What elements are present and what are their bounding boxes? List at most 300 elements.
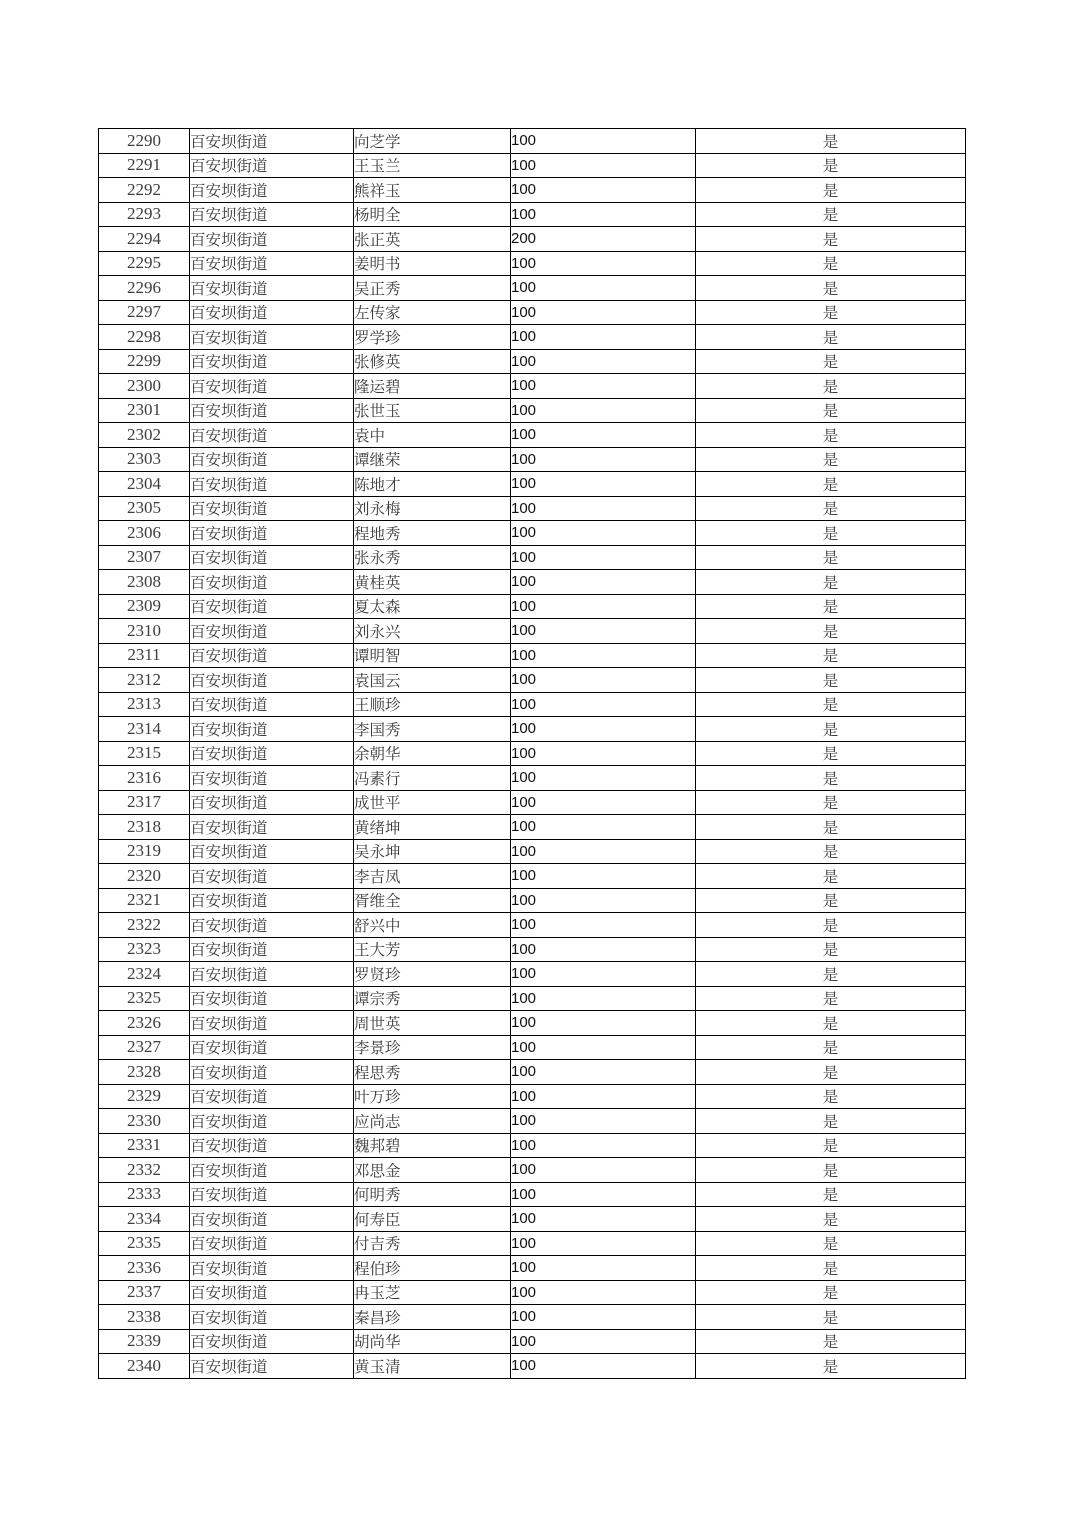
confirmed-cell: 是	[696, 594, 966, 619]
table-row	[99, 472, 966, 497]
confirmed-cell: 是	[696, 937, 966, 962]
street-cell: 百安坝街道	[190, 913, 354, 938]
street-cell: 百安坝街道	[190, 1256, 354, 1281]
confirmed-cell: 是	[696, 913, 966, 938]
confirmed-cell: 是	[696, 1035, 966, 1060]
confirmed-cell: 是	[696, 349, 966, 374]
name-cell: 黄玉清	[354, 1354, 511, 1379]
table-row	[99, 496, 966, 521]
table-row	[99, 545, 966, 570]
table-row	[99, 913, 966, 938]
table-row	[99, 1256, 966, 1281]
street-cell: 百安坝街道	[190, 619, 354, 644]
table-row	[99, 570, 966, 595]
name-cell: 夏太森	[354, 594, 511, 619]
serial-cell: 2321	[99, 888, 190, 913]
table-row	[99, 594, 966, 619]
table-row	[99, 1329, 966, 1354]
street-cell: 百安坝街道	[190, 570, 354, 595]
street-cell: 百安坝街道	[190, 374, 354, 399]
street-cell: 百安坝街道	[190, 1207, 354, 1232]
confirmed-cell: 是	[696, 276, 966, 301]
street-cell: 百安坝街道	[190, 864, 354, 889]
serial-cell: 2300	[99, 374, 190, 399]
table-row	[99, 1305, 966, 1330]
serial-cell: 2333	[99, 1182, 190, 1207]
name-cell: 余朝华	[354, 741, 511, 766]
amount-cell: 100	[511, 741, 696, 766]
confirmed-cell: 是	[696, 570, 966, 595]
street-cell: 百安坝街道	[190, 766, 354, 791]
table-row	[99, 643, 966, 668]
table-row	[99, 1133, 966, 1158]
name-cell: 李吉凤	[354, 864, 511, 889]
table-row	[99, 251, 966, 276]
amount-cell: 100	[511, 545, 696, 570]
serial-cell: 2308	[99, 570, 190, 595]
table-row	[99, 668, 966, 693]
name-cell: 袁国云	[354, 668, 511, 693]
confirmed-cell: 是	[696, 1305, 966, 1330]
amount-cell: 100	[511, 1256, 696, 1281]
amount-cell: 100	[511, 1207, 696, 1232]
serial-cell: 2329	[99, 1084, 190, 1109]
amount-cell: 100	[511, 325, 696, 350]
confirmed-cell: 是	[696, 1207, 966, 1232]
table-row	[99, 815, 966, 840]
table-row	[99, 129, 966, 154]
name-cell: 张修英	[354, 349, 511, 374]
table-row	[99, 888, 966, 913]
amount-cell: 100	[511, 594, 696, 619]
confirmed-cell: 是	[696, 1182, 966, 1207]
serial-cell: 2311	[99, 643, 190, 668]
serial-cell: 2324	[99, 962, 190, 987]
confirmed-cell: 是	[696, 178, 966, 203]
confirmed-cell: 是	[696, 790, 966, 815]
serial-cell: 2305	[99, 496, 190, 521]
serial-cell: 2328	[99, 1060, 190, 1085]
confirmed-cell: 是	[696, 1109, 966, 1134]
confirmed-cell: 是	[696, 717, 966, 742]
street-cell: 百安坝街道	[190, 1329, 354, 1354]
serial-cell: 2315	[99, 741, 190, 766]
table-row	[99, 153, 966, 178]
table-row	[99, 1231, 966, 1256]
name-cell: 刘永梅	[354, 496, 511, 521]
amount-cell: 100	[511, 300, 696, 325]
name-cell: 黄桂英	[354, 570, 511, 595]
amount-cell: 100	[511, 1158, 696, 1183]
confirmed-cell: 是	[696, 1060, 966, 1085]
table-row	[99, 1158, 966, 1183]
name-cell: 姜明书	[354, 251, 511, 276]
amount-cell: 100	[511, 153, 696, 178]
street-cell: 百安坝街道	[190, 1182, 354, 1207]
street-cell: 百安坝街道	[190, 790, 354, 815]
serial-cell: 2297	[99, 300, 190, 325]
name-cell: 隆运碧	[354, 374, 511, 399]
serial-cell: 2319	[99, 839, 190, 864]
table-row	[99, 864, 966, 889]
street-cell: 百安坝街道	[190, 300, 354, 325]
serial-cell: 2292	[99, 178, 190, 203]
table-row	[99, 962, 966, 987]
confirmed-cell: 是	[696, 227, 966, 252]
serial-cell: 2339	[99, 1329, 190, 1354]
table-row	[99, 423, 966, 448]
serial-cell: 2302	[99, 423, 190, 448]
confirmed-cell: 是	[696, 1084, 966, 1109]
confirmed-cell: 是	[696, 202, 966, 227]
serial-cell: 2326	[99, 1011, 190, 1036]
serial-cell: 2290	[99, 129, 190, 154]
street-cell: 百安坝街道	[190, 1231, 354, 1256]
serial-cell: 2316	[99, 766, 190, 791]
street-cell: 百安坝街道	[190, 1011, 354, 1036]
name-cell: 应尚志	[354, 1109, 511, 1134]
street-cell: 百安坝街道	[190, 717, 354, 742]
street-cell: 百安坝街道	[190, 937, 354, 962]
table-row	[99, 349, 966, 374]
confirmed-cell: 是	[696, 374, 966, 399]
amount-cell: 100	[511, 1133, 696, 1158]
amount-cell: 100	[511, 1035, 696, 1060]
serial-cell: 2331	[99, 1133, 190, 1158]
name-cell: 吴正秀	[354, 276, 511, 301]
table-row	[99, 692, 966, 717]
amount-cell: 100	[511, 1329, 696, 1354]
street-cell: 百安坝街道	[190, 1280, 354, 1305]
street-cell: 百安坝街道	[190, 1035, 354, 1060]
confirmed-cell: 是	[696, 962, 966, 987]
street-cell: 百安坝街道	[190, 1158, 354, 1183]
table-row	[99, 1207, 966, 1232]
name-cell: 刘永兴	[354, 619, 511, 644]
amount-cell: 100	[511, 790, 696, 815]
confirmed-cell: 是	[696, 839, 966, 864]
name-cell: 冯素行	[354, 766, 511, 791]
name-cell: 胡尚华	[354, 1329, 511, 1354]
serial-cell: 2327	[99, 1035, 190, 1060]
confirmed-cell: 是	[696, 447, 966, 472]
street-cell: 百安坝街道	[190, 1354, 354, 1379]
confirmed-cell: 是	[696, 1354, 966, 1379]
street-cell: 百安坝街道	[190, 447, 354, 472]
street-cell: 百安坝街道	[190, 472, 354, 497]
street-cell: 百安坝街道	[190, 815, 354, 840]
name-cell: 陈地才	[354, 472, 511, 497]
serial-cell: 2334	[99, 1207, 190, 1232]
street-cell: 百安坝街道	[190, 398, 354, 423]
table-row	[99, 447, 966, 472]
amount-cell: 100	[511, 1011, 696, 1036]
serial-cell: 2309	[99, 594, 190, 619]
name-cell: 黄绪坤	[354, 815, 511, 840]
table-row	[99, 839, 966, 864]
street-cell: 百安坝街道	[190, 986, 354, 1011]
table-row	[99, 717, 966, 742]
table-row	[99, 202, 966, 227]
table-row	[99, 766, 966, 791]
amount-cell: 100	[511, 1109, 696, 1134]
serial-cell: 2313	[99, 692, 190, 717]
serial-cell: 2323	[99, 937, 190, 962]
confirmed-cell: 是	[696, 496, 966, 521]
name-cell: 谭明智	[354, 643, 511, 668]
serial-cell: 2320	[99, 864, 190, 889]
name-cell: 魏邦碧	[354, 1133, 511, 1158]
amount-cell: 100	[511, 349, 696, 374]
name-cell: 王顺珍	[354, 692, 511, 717]
street-cell: 百安坝街道	[190, 1060, 354, 1085]
name-cell: 李国秀	[354, 717, 511, 742]
street-cell: 百安坝街道	[190, 1133, 354, 1158]
table-row	[99, 276, 966, 301]
amount-cell: 100	[511, 643, 696, 668]
amount-cell: 100	[511, 1182, 696, 1207]
serial-cell: 2314	[99, 717, 190, 742]
confirmed-cell: 是	[696, 1158, 966, 1183]
amount-cell: 200	[511, 227, 696, 252]
street-cell: 百安坝街道	[190, 1084, 354, 1109]
table-row	[99, 619, 966, 644]
street-cell: 百安坝街道	[190, 325, 354, 350]
name-cell: 吴永坤	[354, 839, 511, 864]
confirmed-cell: 是	[696, 864, 966, 889]
amount-cell: 100	[511, 668, 696, 693]
confirmed-cell: 是	[696, 1011, 966, 1036]
table-row	[99, 374, 966, 399]
name-cell: 向芝学	[354, 129, 511, 154]
street-cell: 百安坝街道	[190, 202, 354, 227]
name-cell: 何寿臣	[354, 1207, 511, 1232]
name-cell: 程地秀	[354, 521, 511, 546]
table-row	[99, 227, 966, 252]
street-cell: 百安坝街道	[190, 153, 354, 178]
amount-cell: 100	[511, 619, 696, 644]
amount-cell: 100	[511, 692, 696, 717]
street-cell: 百安坝街道	[190, 227, 354, 252]
street-cell: 百安坝街道	[190, 643, 354, 668]
street-cell: 百安坝街道	[190, 496, 354, 521]
street-cell: 百安坝街道	[190, 668, 354, 693]
confirmed-cell: 是	[696, 1280, 966, 1305]
name-cell: 成世平	[354, 790, 511, 815]
table-row	[99, 986, 966, 1011]
confirmed-cell: 是	[696, 986, 966, 1011]
table-row	[99, 1035, 966, 1060]
street-cell: 百安坝街道	[190, 423, 354, 448]
amount-cell: 100	[511, 472, 696, 497]
confirmed-cell: 是	[696, 153, 966, 178]
amount-cell: 100	[511, 276, 696, 301]
serial-cell: 2332	[99, 1158, 190, 1183]
table-row	[99, 741, 966, 766]
name-cell: 王玉兰	[354, 153, 511, 178]
confirmed-cell: 是	[696, 129, 966, 154]
street-cell: 百安坝街道	[190, 839, 354, 864]
confirmed-cell: 是	[696, 423, 966, 448]
confirmed-cell: 是	[696, 398, 966, 423]
name-cell: 左传家	[354, 300, 511, 325]
confirmed-cell: 是	[696, 545, 966, 570]
table-row	[99, 325, 966, 350]
table-row	[99, 790, 966, 815]
serial-cell: 2303	[99, 447, 190, 472]
name-cell: 何明秀	[354, 1182, 511, 1207]
confirmed-cell: 是	[696, 692, 966, 717]
confirmed-cell: 是	[696, 766, 966, 791]
serial-cell: 2296	[99, 276, 190, 301]
street-cell: 百安坝街道	[190, 1109, 354, 1134]
name-cell: 张永秀	[354, 545, 511, 570]
amount-cell: 100	[511, 1231, 696, 1256]
amount-cell: 100	[511, 251, 696, 276]
amount-cell: 100	[511, 570, 696, 595]
amount-cell: 100	[511, 202, 696, 227]
confirmed-cell: 是	[696, 472, 966, 497]
name-cell: 杨明全	[354, 202, 511, 227]
amount-cell: 100	[511, 1084, 696, 1109]
name-cell: 谭宗秀	[354, 986, 511, 1011]
name-cell: 熊祥玉	[354, 178, 511, 203]
street-cell: 百安坝街道	[190, 545, 354, 570]
serial-cell: 2298	[99, 325, 190, 350]
amount-cell: 100	[511, 1060, 696, 1085]
serial-cell: 2338	[99, 1305, 190, 1330]
amount-cell: 100	[511, 521, 696, 546]
table-row	[99, 1280, 966, 1305]
name-cell: 罗贤珍	[354, 962, 511, 987]
serial-cell: 2330	[99, 1109, 190, 1134]
serial-cell: 2336	[99, 1256, 190, 1281]
table-body	[99, 129, 966, 1379]
name-cell: 舒兴中	[354, 913, 511, 938]
street-cell: 百安坝街道	[190, 888, 354, 913]
street-cell: 百安坝街道	[190, 594, 354, 619]
serial-cell: 2299	[99, 349, 190, 374]
amount-cell: 100	[511, 839, 696, 864]
amount-cell: 100	[511, 447, 696, 472]
table-row	[99, 1182, 966, 1207]
amount-cell: 100	[511, 937, 696, 962]
amount-cell: 100	[511, 398, 696, 423]
street-cell: 百安坝街道	[190, 692, 354, 717]
amount-cell: 100	[511, 766, 696, 791]
table-row	[99, 1011, 966, 1036]
street-cell: 百安坝街道	[190, 251, 354, 276]
serial-cell: 2291	[99, 153, 190, 178]
amount-cell: 100	[511, 178, 696, 203]
amount-cell: 100	[511, 864, 696, 889]
table-row	[99, 1060, 966, 1085]
serial-cell: 2304	[99, 472, 190, 497]
name-cell: 程伯珍	[354, 1256, 511, 1281]
table-row	[99, 300, 966, 325]
confirmed-cell: 是	[696, 888, 966, 913]
name-cell: 邓思金	[354, 1158, 511, 1183]
serial-cell: 2306	[99, 521, 190, 546]
amount-cell: 100	[511, 1354, 696, 1379]
confirmed-cell: 是	[696, 1231, 966, 1256]
name-cell: 罗学珍	[354, 325, 511, 350]
name-cell: 秦昌珍	[354, 1305, 511, 1330]
name-cell: 程思秀	[354, 1060, 511, 1085]
serial-cell: 2293	[99, 202, 190, 227]
amount-cell: 100	[511, 962, 696, 987]
confirmed-cell: 是	[696, 741, 966, 766]
confirmed-cell: 是	[696, 643, 966, 668]
serial-cell: 2337	[99, 1280, 190, 1305]
name-cell: 叶万珍	[354, 1084, 511, 1109]
amount-cell: 100	[511, 1280, 696, 1305]
table-row	[99, 937, 966, 962]
name-cell: 谭继荣	[354, 447, 511, 472]
street-cell: 百安坝街道	[190, 129, 354, 154]
name-cell: 袁中	[354, 423, 511, 448]
name-cell: 张正英	[354, 227, 511, 252]
serial-cell: 2335	[99, 1231, 190, 1256]
street-cell: 百安坝街道	[190, 276, 354, 301]
serial-cell: 2301	[99, 398, 190, 423]
confirmed-cell: 是	[696, 1256, 966, 1281]
name-cell: 张世玉	[354, 398, 511, 423]
confirmed-cell: 是	[696, 300, 966, 325]
table-row	[99, 1354, 966, 1379]
amount-cell: 100	[511, 496, 696, 521]
amount-cell: 100	[511, 913, 696, 938]
serial-cell: 2318	[99, 815, 190, 840]
amount-cell: 100	[511, 815, 696, 840]
amount-cell: 100	[511, 888, 696, 913]
confirmed-cell: 是	[696, 325, 966, 350]
serial-cell: 2294	[99, 227, 190, 252]
amount-cell: 100	[511, 1305, 696, 1330]
serial-cell: 2310	[99, 619, 190, 644]
amount-cell: 100	[511, 374, 696, 399]
table-row	[99, 1084, 966, 1109]
table-row	[99, 1109, 966, 1134]
serial-cell: 2322	[99, 913, 190, 938]
street-cell: 百安坝街道	[190, 741, 354, 766]
name-cell: 周世英	[354, 1011, 511, 1036]
amount-cell: 100	[511, 129, 696, 154]
table-row	[99, 178, 966, 203]
confirmed-cell: 是	[696, 251, 966, 276]
amount-cell: 100	[511, 717, 696, 742]
roster-table	[98, 128, 966, 1379]
name-cell: 付吉秀	[354, 1231, 511, 1256]
street-cell: 百安坝街道	[190, 349, 354, 374]
name-cell: 冉玉芝	[354, 1280, 511, 1305]
name-cell: 胥维全	[354, 888, 511, 913]
street-cell: 百安坝街道	[190, 178, 354, 203]
serial-cell: 2325	[99, 986, 190, 1011]
name-cell: 李景珍	[354, 1035, 511, 1060]
table-row	[99, 521, 966, 546]
confirmed-cell: 是	[696, 521, 966, 546]
serial-cell: 2317	[99, 790, 190, 815]
amount-cell: 100	[511, 986, 696, 1011]
serial-cell: 2312	[99, 668, 190, 693]
table-row	[99, 398, 966, 423]
amount-cell: 100	[511, 423, 696, 448]
serial-cell: 2307	[99, 545, 190, 570]
confirmed-cell: 是	[696, 619, 966, 644]
name-cell: 王大芳	[354, 937, 511, 962]
street-cell: 百安坝街道	[190, 521, 354, 546]
